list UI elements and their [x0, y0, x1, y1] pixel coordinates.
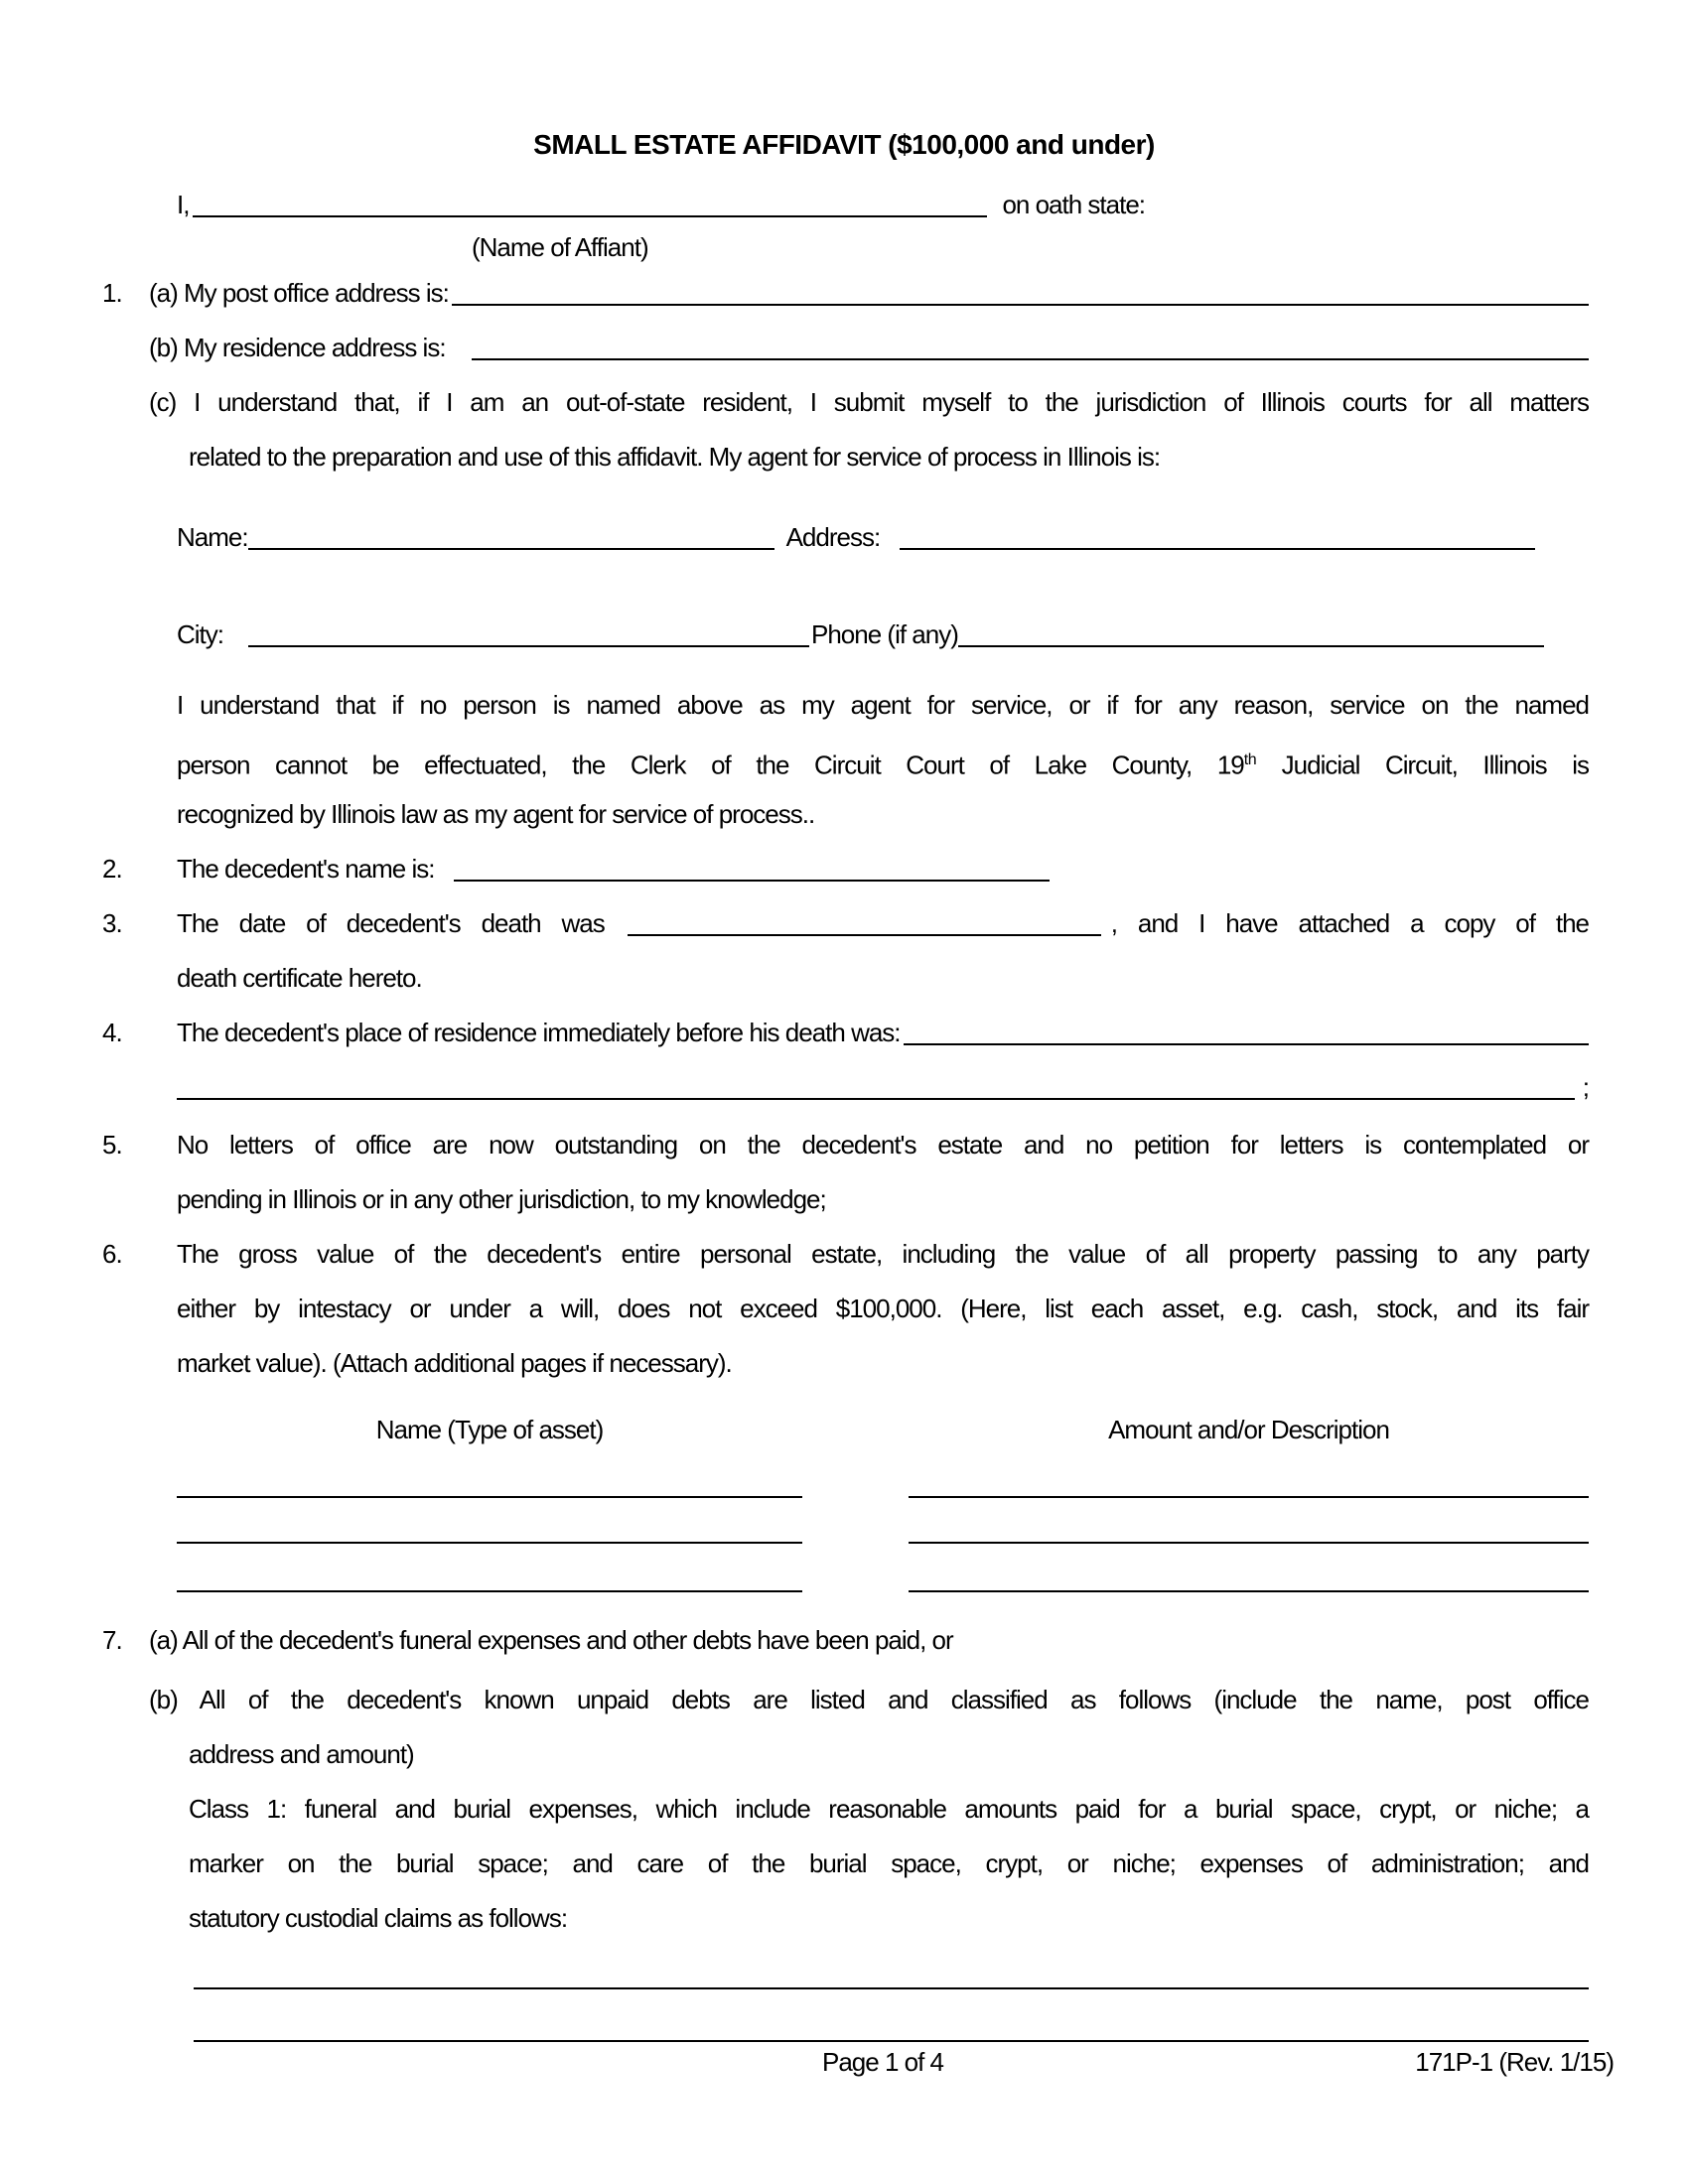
- agent-name-label: Name:: [177, 522, 248, 552]
- agent-city-field[interactable]: [248, 608, 809, 647]
- item-3-number: 3.: [102, 908, 122, 938]
- agent-paragraph-line1: I understand that if no person is named above as my agent for service, or if for any reason, service on the named: [177, 690, 1589, 720]
- assets-table-header: [0, 1403, 1688, 1457]
- class1-line3: statutory custodial claims as follows:: [189, 1903, 568, 1933]
- class1-line2: marker on the burial space; and care of the burial space, crypt, or niche; expenses of administration; and: [189, 1848, 1589, 1878]
- class1-claims-field-1[interactable]: [194, 1946, 1589, 1989]
- asset-amount-field-1[interactable]: [909, 1457, 1589, 1498]
- item-6-line1-text: The gross value of the decedent's entire personal estate, including the value of all property passing to any party: [177, 1239, 1589, 1269]
- agent-paragraph-line2-post: Judicial Circuit, Illinois is: [1256, 750, 1589, 780]
- agent-phone-field[interactable]: [958, 608, 1544, 647]
- item-7b-line1: (b) All of the decedent's known unpaid debts are listed and classified as follows (include the name, post office: [149, 1685, 1589, 1714]
- item-6-line2: either by intestacy or under a will, does not exceed $100,000. (Here, list each asset, e.g. cash, stock, and its fair: [177, 1294, 1589, 1323]
- page-footer: [0, 2042, 1688, 2082]
- item-7-number: 7.: [102, 1625, 122, 1655]
- residence-before-death-field-2[interactable]: [177, 1060, 1575, 1100]
- agent-address-label: Address:: [785, 522, 881, 552]
- assets-col1-header: Name (Type of asset): [375, 1415, 604, 1444]
- item-4-label: The decedent's place of residence immediately before his death was:: [177, 1018, 901, 1047]
- asset-row-1: [0, 1457, 1688, 1498]
- agent-name-address-row: [0, 510, 1688, 565]
- class1-claims-row-1: [0, 1946, 1688, 1989]
- oath-prefix-label: I,: [177, 190, 190, 219]
- agent-name-field[interactable]: [248, 510, 774, 550]
- class1-claims-row-2: [0, 1989, 1688, 2042]
- item-5-line1: [0, 1118, 1688, 1172]
- item-5-number: 5.: [102, 1130, 122, 1160]
- item-1a-row: [0, 266, 1688, 321]
- asset-name-field-3[interactable]: [177, 1544, 802, 1592]
- asset-amount-field-2[interactable]: [909, 1498, 1589, 1544]
- asset-amount-field-3[interactable]: [909, 1544, 1589, 1592]
- item-4-line2: [0, 1060, 1688, 1115]
- item-7b-line2: address and amount): [189, 1739, 414, 1769]
- agent-paragraph-line2: [0, 733, 1688, 787]
- item-3-line1-post: , and I have attached a copy of the: [1110, 908, 1589, 938]
- oath-row: [0, 178, 1688, 232]
- asset-name-field-2[interactable]: [177, 1498, 802, 1544]
- agent-city-label: City:: [177, 619, 223, 649]
- item-5-line2: pending in Illinois or in any other jurisdiction, to my knowledge;: [177, 1184, 826, 1214]
- form-code: 171P-1 (Rev. 1/15): [1415, 2047, 1614, 2077]
- item-1a-label: (a) My post office address is:: [149, 278, 449, 308]
- item-3-line2: death certificate hereto.: [177, 963, 422, 993]
- item-3-line1: [0, 896, 1688, 951]
- assets-col2-header: Amount and/or Description: [1108, 1415, 1389, 1444]
- item-1c-line1: (c) I understand that, if I am an out-of-state resident, I submit myself to the jurisdiction of Illinois courts for all matters: [149, 387, 1589, 417]
- form-title: SMALL ESTATE AFFIDAVIT ($100,000 and under): [533, 129, 1155, 160]
- item-4-row: [0, 1006, 1688, 1060]
- agent-paragraph-line2-pre: person cannot be effectuated, the Clerk of the Circuit Court of Lake County, 19: [177, 750, 1244, 780]
- agent-paragraph-line3: recognized by Illinois law as my agent for service of process..: [177, 799, 815, 829]
- death-date-field[interactable]: [628, 896, 1101, 936]
- item-2-number: 2.: [102, 854, 122, 884]
- item-7a-row: [0, 1613, 1688, 1668]
- item-4-line2-suffix: ;: [1582, 1072, 1589, 1102]
- class1-claims-field-2[interactable]: [194, 1989, 1589, 2042]
- item-6-number: 6.: [102, 1239, 122, 1269]
- ordinal-superscript: th: [1243, 751, 1257, 768]
- agent-phone-label: Phone (if any): [811, 619, 958, 649]
- agent-city-phone-row: [0, 608, 1688, 662]
- affiant-name-field[interactable]: [193, 178, 987, 217]
- asset-row-3: [0, 1544, 1688, 1592]
- item-1-number: 1.: [102, 278, 122, 308]
- item-4-number: 4.: [102, 1018, 122, 1047]
- oath-suffix-label: on oath state:: [1002, 190, 1146, 219]
- item-6-line3: market value). (Attach additional pages if necessary).: [177, 1348, 732, 1378]
- agent-address-field[interactable]: [900, 510, 1535, 550]
- item-1b-row: [0, 321, 1688, 375]
- name-of-affiant-caption: (Name of Affiant): [472, 232, 648, 262]
- post-office-address-field[interactable]: [452, 266, 1589, 306]
- asset-name-field-1[interactable]: [177, 1457, 802, 1498]
- class1-line1: Class 1: funeral and burial expenses, which include reasonable amounts paid for a burial space, crypt, or niche; a: [189, 1794, 1589, 1824]
- item-2-label: The decedent's name is:: [177, 854, 435, 884]
- item-2-row: [0, 842, 1688, 896]
- asset-row-2: [0, 1498, 1688, 1544]
- item-3-label: The date of decedent's death was: [177, 908, 605, 938]
- residence-before-death-field[interactable]: [904, 1006, 1589, 1045]
- page-number: Page 1 of 4: [822, 2047, 943, 2077]
- item-5-line1-text: No letters of office are now outstanding on the decedent's estate and no petition for letters is contemplated or: [177, 1130, 1589, 1160]
- item-7a-text: (a) All of the decedent's funeral expenses and other debts have been paid, or: [149, 1625, 953, 1655]
- residence-address-field[interactable]: [472, 321, 1589, 360]
- item-1c-line2: related to the preparation and use of this affidavit. My agent for service of process in Illinois is:: [189, 442, 1161, 472]
- item-6-line1: [0, 1227, 1688, 1282]
- item-1b-label: (b) My residence address is:: [149, 333, 446, 362]
- decedent-name-field[interactable]: [454, 842, 1050, 882]
